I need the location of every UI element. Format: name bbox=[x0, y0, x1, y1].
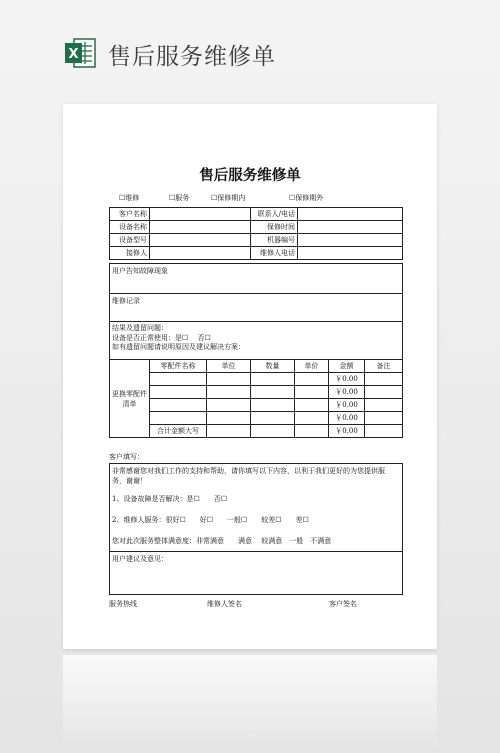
table-row bbox=[110, 399, 403, 412]
cell-unit-price[interactable] bbox=[295, 412, 329, 425]
label-customer-name: 客户名称 bbox=[110, 208, 150, 221]
cell-amount: ￥0.00 bbox=[329, 399, 365, 412]
total-label: 合计金额大写 bbox=[150, 425, 207, 438]
cell-quantity[interactable] bbox=[251, 412, 295, 425]
header bbox=[0, 0, 500, 90]
option-in-warranty[interactable]: ☐保修期内 bbox=[211, 194, 246, 202]
total-amount: ￥0.00 bbox=[329, 425, 365, 438]
option-service[interactable]: ☐服务 bbox=[169, 194, 190, 202]
record-table bbox=[109, 263, 403, 360]
record-cell[interactable] bbox=[110, 294, 403, 322]
cell-remark[interactable] bbox=[365, 399, 403, 412]
page-reflection bbox=[63, 655, 437, 753]
document-page bbox=[63, 104, 437, 649]
suggestion-label: 用户建议及意见： bbox=[112, 555, 168, 563]
svg-text:X: X bbox=[68, 47, 79, 62]
parts-side-label-line: 更换零配件 bbox=[112, 389, 147, 398]
cell-remark[interactable] bbox=[365, 373, 403, 386]
cell-total-remark[interactable] bbox=[365, 425, 403, 438]
cell-quantity[interactable] bbox=[251, 373, 295, 386]
label-repairer-phone: 维修人电话 bbox=[251, 247, 298, 260]
result-line: 设备是否正常使用：是☐ 否☐ bbox=[112, 333, 211, 342]
field-warranty-time[interactable] bbox=[298, 221, 403, 234]
field-customer-name[interactable] bbox=[150, 208, 251, 221]
feedback-table bbox=[109, 463, 403, 595]
table-row bbox=[110, 412, 403, 425]
cell-remark[interactable] bbox=[365, 412, 403, 425]
label-device-model: 设备型号 bbox=[110, 234, 150, 247]
field-contact[interactable] bbox=[298, 208, 403, 221]
header-amount: 金额 bbox=[329, 360, 365, 373]
field-receiver[interactable] bbox=[150, 247, 251, 260]
cell-quantity[interactable] bbox=[251, 399, 295, 412]
label-warranty-time: 保修时间 bbox=[251, 221, 298, 234]
table-row bbox=[110, 425, 403, 438]
cell-unit-price[interactable] bbox=[295, 373, 329, 386]
result-cell[interactable] bbox=[110, 322, 403, 360]
cell-part-name[interactable] bbox=[150, 373, 207, 386]
result-line: 结果及遗留问题： bbox=[112, 324, 168, 332]
fault-label: 用户告知故障现象 bbox=[112, 267, 168, 275]
cell-unit[interactable] bbox=[207, 412, 251, 425]
parts-side-label-line: 清单 bbox=[122, 399, 137, 408]
table-row bbox=[110, 221, 403, 234]
cell-part-name[interactable] bbox=[150, 386, 207, 399]
cell-part-name[interactable] bbox=[150, 412, 207, 425]
cell-total-blank[interactable] bbox=[295, 425, 329, 438]
record-label: 维修记录 bbox=[112, 297, 140, 305]
feedback-intro: 非常感谢您对我们工作的支持和帮助，请你填写以下内容，以利于我们更好的为您提供服 bbox=[112, 467, 385, 475]
field-repairer-phone[interactable] bbox=[298, 247, 403, 260]
cell-part-name[interactable] bbox=[150, 399, 207, 412]
cell-remark[interactable] bbox=[365, 386, 403, 399]
cell-amount: ￥0.00 bbox=[329, 386, 365, 399]
form-title: 售后服务维修单 bbox=[199, 167, 301, 184]
table-row bbox=[110, 360, 403, 373]
feedback-question-1[interactable]: 1、设备故障是否解决：是☐ 否☐ bbox=[112, 495, 228, 503]
customer-signature-label: 客户签名 bbox=[329, 600, 357, 608]
table-row bbox=[110, 264, 403, 294]
table-row bbox=[110, 552, 403, 595]
suggestion-cell[interactable] bbox=[110, 552, 403, 595]
table-row bbox=[110, 208, 403, 221]
header-unit-price: 单价 bbox=[295, 360, 329, 373]
table-row bbox=[110, 234, 403, 247]
cell-unit[interactable] bbox=[207, 373, 251, 386]
cell-unit-price[interactable] bbox=[295, 386, 329, 399]
cell-unit[interactable] bbox=[207, 386, 251, 399]
parts-table bbox=[109, 359, 403, 438]
feedback-question-3[interactable]: 您对此次服务整体满意度：非常满意 满意 较满意 一般 不满意 bbox=[112, 537, 332, 545]
table-row bbox=[110, 386, 403, 399]
header-remark: 备注 bbox=[365, 360, 403, 373]
feedback-intro: 务，谢谢！ bbox=[112, 477, 147, 485]
label-device-name: 设备名称 bbox=[110, 221, 150, 234]
field-machine-number[interactable] bbox=[298, 234, 403, 247]
info-table bbox=[109, 207, 403, 260]
field-device-name[interactable] bbox=[150, 221, 251, 234]
fault-cell[interactable] bbox=[110, 264, 403, 294]
label-contact: 联系人/电话 bbox=[251, 208, 298, 221]
cell-amount: ￥0.00 bbox=[329, 412, 365, 425]
label-receiver: 接修人 bbox=[110, 247, 150, 260]
service-hotline-label: 服务热线 bbox=[109, 600, 137, 608]
cell-total-words[interactable] bbox=[207, 425, 251, 438]
cell-unit[interactable] bbox=[207, 399, 251, 412]
option-repair[interactable]: ☐维修 bbox=[119, 194, 140, 202]
table-row bbox=[110, 322, 403, 360]
cell-unit-price[interactable] bbox=[295, 399, 329, 412]
result-line: 如有遗留问题请说明原因及建议解决方案： bbox=[112, 343, 245, 351]
header-part-name: 零配件名称 bbox=[150, 360, 207, 373]
app-title: 售后服务维修单 bbox=[108, 44, 276, 70]
table-row bbox=[110, 247, 403, 260]
table-row bbox=[110, 464, 403, 552]
field-device-model[interactable] bbox=[150, 234, 251, 247]
repairer-signature-label: 维修人签名 bbox=[207, 600, 242, 608]
label-machine-number: 机器编号 bbox=[251, 234, 298, 247]
table-row bbox=[110, 294, 403, 322]
excel-icon bbox=[63, 36, 97, 70]
cell-quantity[interactable] bbox=[251, 386, 295, 399]
option-out-warranty[interactable]: ☐保修期外 bbox=[289, 194, 324, 202]
header-unit: 单位 bbox=[207, 360, 251, 373]
feedback-cell bbox=[110, 464, 403, 552]
feedback-question-2[interactable]: 2、维修人服务：很好☐ 好☐ 一般☐ 较差☐ 差☐ bbox=[112, 516, 309, 524]
cell-total-blank[interactable] bbox=[251, 425, 295, 438]
table-row bbox=[110, 373, 403, 386]
header-quantity: 数量 bbox=[251, 360, 295, 373]
cell-amount: ￥0.00 bbox=[329, 373, 365, 386]
parts-side-label bbox=[110, 360, 150, 438]
customer-fill-label: 客户填写： bbox=[109, 453, 144, 461]
